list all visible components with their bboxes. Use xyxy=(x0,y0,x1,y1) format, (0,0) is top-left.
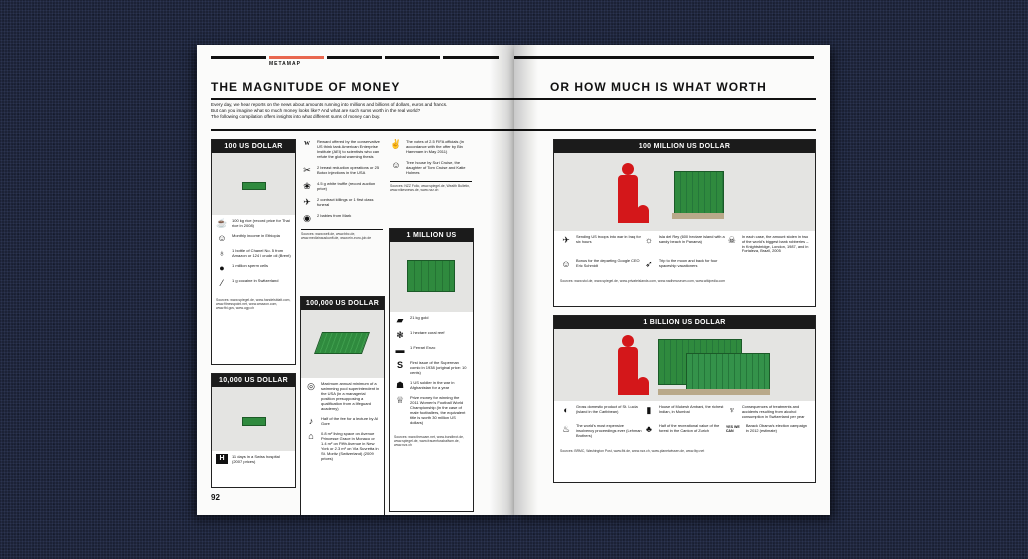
box-title: 100,000 US DOLLAR xyxy=(301,297,384,310)
intro-rule xyxy=(514,129,816,131)
title-left: THE MAGNITUDE OF MONEY xyxy=(211,80,401,94)
item-text: Half of the recreational value of the forest in the Canton of Zurich xyxy=(658,423,720,434)
island-map-icon: ◐ xyxy=(563,405,569,415)
divider xyxy=(301,229,383,230)
coral-icon: ❃ xyxy=(396,330,404,340)
soldier-icon: ☗ xyxy=(395,380,405,390)
top-rule xyxy=(514,56,814,59)
list-item xyxy=(216,263,291,273)
item-list xyxy=(212,215,295,296)
box-100-usd xyxy=(211,139,296,365)
list-item xyxy=(726,424,809,438)
superman-icon: S xyxy=(396,360,403,370)
wanted-icon: W xyxy=(304,141,310,147)
list-item xyxy=(301,165,383,175)
item-text: 1 US soldier in the war in Afghanistan for a year xyxy=(410,380,455,390)
divider xyxy=(390,181,472,182)
hair-icon: ☺ xyxy=(391,160,401,170)
intro-rule xyxy=(211,129,514,131)
list-item xyxy=(394,360,469,375)
illustration-100000-usd xyxy=(301,310,384,378)
item-text: Trip to the moon and back for four spaceship vacationers xyxy=(658,258,718,268)
sources: Sources: NZZ Folio, www.spiegel.de, Wealth Bulletin, www.nikesnews.de, www.nzz.ch xyxy=(390,184,471,193)
sperm-icon: ● xyxy=(219,263,225,273)
title-rule xyxy=(211,98,514,100)
illustration-100-million-usd xyxy=(554,153,815,231)
sources: Sources: www.thescam.net, www.bundbrot.de, www.spiegel.de, www.frauenfussballwm.de, www.nzz.ch xyxy=(394,435,464,448)
list-item xyxy=(301,197,383,207)
list-item xyxy=(394,330,469,340)
illustration-1-billion-usd xyxy=(554,329,815,401)
list-item xyxy=(643,405,726,419)
helicopter-icon: ✈ xyxy=(562,235,570,245)
scissors-icon: ✂ xyxy=(303,165,311,175)
list-item xyxy=(643,424,726,438)
robber-icon: ☠ xyxy=(727,235,736,245)
illustration-100-usd xyxy=(212,153,295,215)
item-text: 1 million sperm cells xyxy=(232,263,269,268)
google-icon: ☺ xyxy=(561,259,571,270)
sources: Sources: www.stol.de, www.spiegel.de, www.privateislands.com, www.nadhmuseum.com, www.wikipedia.com xyxy=(560,279,726,284)
column-votes xyxy=(390,139,472,192)
sources: Sources: www.welt.de, www.bbc.de, www.medizinauskunft.de, www.ein-euro-job.de xyxy=(301,232,372,241)
trophy-icon: ♕ xyxy=(395,395,405,405)
item-text: Consequences of treatments and accidents resulting from alcohol consumption in Switzerland per year xyxy=(741,404,805,419)
intro-text xyxy=(211,102,511,121)
item-list xyxy=(390,312,473,433)
list-item xyxy=(394,395,469,425)
car-icon: ▬ xyxy=(395,345,405,355)
item-text: 2 babies from Mark xyxy=(317,213,352,218)
item-text: Prize money for winning the 2011 Women’s Football World Championship (in the case of male footballers, the equivalent title is worth 30 million US dollars) xyxy=(410,395,466,425)
item-text: Reward offered by the conservative US think tank American Enterprise Institute (AEI) to scientists who can refute the global warming thesis xyxy=(317,139,380,159)
gold-bar-icon: ▰ xyxy=(396,315,404,325)
item-text: 0.8 m² living space on Avenue Princesse Grace in Monaco or 1.4 m² on Fifth Avenue in New York or 2.3 m² on Via Suvretta in St. Moritz (Switzerland) (2009 prices) xyxy=(321,431,379,461)
hospital-icon: H xyxy=(216,454,228,464)
ethiopia-income-icon: ☺ xyxy=(217,233,227,243)
title-right: OR HOW MUCH IS WHAT WORTH xyxy=(550,80,767,94)
item-text: 4.5 g white truffle (record auction price) xyxy=(317,181,376,191)
illustration-10000-usd xyxy=(212,387,295,451)
list-item xyxy=(216,233,291,243)
bankruptcy-icon: ♨ xyxy=(561,424,571,435)
list-item xyxy=(216,248,291,258)
tower-icon: ▮ xyxy=(646,405,652,415)
list-item xyxy=(726,405,809,419)
item-text: Bonus for the departing Google CEO Eric Schmidt xyxy=(576,258,640,268)
box-1-million-usd xyxy=(389,228,474,512)
list-item xyxy=(216,454,291,464)
box-title: 1 MILLION US xyxy=(390,229,473,242)
sources: Sources: www.spiegel.de, www.handelsblatt.com, www.fitnesspoint.net, www.amazon.com, www.fbi.gov, www.ugp.ch xyxy=(216,298,291,311)
yes-we-can-icon: YES WE CAN xyxy=(725,425,740,434)
bag-icon: ◉ xyxy=(303,213,311,223)
item-text: Barack Obama’s election campaign in 2012 (estimate) xyxy=(745,423,807,434)
item-text: The votes of 2.5 FIFA officials (in accordance with the offer by Bin Hammam in May 2011) xyxy=(406,139,464,154)
item-text: Monthly income in Ethiopia xyxy=(232,233,280,238)
box-title: 100 MILLION US DOLLAR xyxy=(554,140,815,153)
list-item xyxy=(726,235,809,254)
item-text: The world’s most expensive insolvency proceedings ever (Lehman Brothers) xyxy=(576,423,642,438)
list-item xyxy=(301,139,383,159)
box-title: 100 US DOLLAR xyxy=(212,140,295,153)
list-item xyxy=(301,213,383,223)
box-100-million-usd xyxy=(553,139,816,307)
list-item xyxy=(560,259,643,269)
list-item xyxy=(560,405,643,419)
box-title: 10,000 US DOLLAR xyxy=(212,374,295,387)
list-item xyxy=(305,381,380,411)
list-item xyxy=(394,380,469,390)
peace-hand-icon: ✌ xyxy=(390,139,402,149)
rocket-icon: ➶ xyxy=(645,259,653,270)
list-item xyxy=(305,431,380,461)
item-text: Tree house by Suri Cruise, the daughter of Tom Cruise and Katie Holmes xyxy=(406,160,466,175)
left-page xyxy=(197,45,514,515)
list-item xyxy=(643,235,726,254)
item-text: 11 days in a Swiss hospital (2007 prices) xyxy=(232,454,280,464)
forest-icon: ♣ xyxy=(645,424,652,435)
list-item xyxy=(305,416,380,426)
list-item xyxy=(560,235,643,254)
item-list xyxy=(554,401,815,448)
lifebuoy-icon: ◎ xyxy=(307,381,315,391)
list-item xyxy=(643,259,726,269)
intro-line: The following compilation offers insights into what different sums of money can buy. xyxy=(211,114,381,120)
island-icon: ☼ xyxy=(644,235,654,245)
box-10000-usd xyxy=(211,373,296,488)
list-item xyxy=(216,278,291,288)
item-text: Sending US troops into war in Iraq for six hours xyxy=(576,234,641,244)
box-1-billion-usd xyxy=(553,315,816,483)
title-rule xyxy=(514,98,816,100)
top-bars xyxy=(211,56,499,59)
item-text: In each case, the amount stolen in two of the world’s biggest bank robberies – in Knightsbridge, London, 1987, and in Fortaleza, Brazil, 2005 xyxy=(741,234,809,254)
item-text: 2 contract killings or 1 first class funeral xyxy=(317,197,374,207)
list-item xyxy=(390,139,472,154)
item-text: Gross domestic product of St. Lucia (island in the Caribbean) xyxy=(576,404,638,414)
list-item xyxy=(394,315,469,325)
box-100000-usd xyxy=(300,296,385,515)
item-text: 21 kg gold xyxy=(410,315,429,320)
gun-icon: ✈ xyxy=(303,197,311,207)
house-icon: ⌂ xyxy=(308,431,314,441)
item-text: House of Mukesh Ambani, the richest Indian, in Mumbai xyxy=(658,404,724,414)
intro-line: But can you imagine what so much money looks like? And what are such sums worth in the real world? xyxy=(211,108,421,114)
list-item xyxy=(390,160,472,175)
list-item xyxy=(560,424,643,438)
item-text: Half of the fee for a lecture by Al Gore xyxy=(321,416,378,426)
item-list xyxy=(301,378,384,469)
item-text: 1 bottle of Chanel No. 5 from Amazon or 124 l crude oil (Brent) xyxy=(232,248,291,258)
item-text: 1 Ferrari Enzo xyxy=(410,345,436,350)
right-page xyxy=(514,45,830,515)
sources: Sources: BRMC, Washington Post, www.fbi.de, www.nzz.ch, www.planetwissen.de, www.lbp.net xyxy=(560,448,705,453)
list-item xyxy=(301,181,383,191)
item-list xyxy=(554,231,815,278)
rice-bowl-icon: ☕ xyxy=(216,218,228,228)
cocktail-icon: ♆ xyxy=(728,405,736,415)
perfume-bottle-icon: ♁ xyxy=(218,248,226,258)
page-fold-shadow xyxy=(514,45,538,515)
page-number: 92 xyxy=(211,493,220,502)
illustration-1-million-usd xyxy=(390,242,473,312)
item-text: First issue of the Superman comic in 1938 (original price: 10 cents) xyxy=(410,360,467,375)
section-label: METAMAP xyxy=(269,61,301,67)
list-item xyxy=(216,218,291,228)
item-text: 100 kg rice (record price for Thai rice in 2008) xyxy=(232,218,290,228)
speaker-icon: ♪ xyxy=(308,416,314,426)
list-item xyxy=(394,345,469,355)
intro-line: Every day, we hear reports on the news about amounts running into millions and billions of dollars, euros and francs. xyxy=(211,102,448,107)
box-title: 1 BILLION US DOLLAR xyxy=(554,316,815,329)
column-misc xyxy=(301,139,383,240)
item-text: 1 g cocaine in Switzerland xyxy=(232,278,279,283)
truffle-icon: ❀ xyxy=(303,181,311,191)
item-text: Isla del Rey (600 hectare island with a sandy beach in Panama) xyxy=(658,234,725,244)
item-text: Maximum annual minimum of a swimming pool superintendent in the USA (in a managerial position presupposing a qualification from a lifeguard academy) xyxy=(321,381,380,411)
item-text: 2 breast reduction operations or 25 Botox injections in the USA xyxy=(317,165,380,175)
item-text: 1 hectare coral reef xyxy=(410,330,445,335)
item-list xyxy=(212,451,295,472)
cigarette-icon: ⁄ xyxy=(221,278,223,288)
